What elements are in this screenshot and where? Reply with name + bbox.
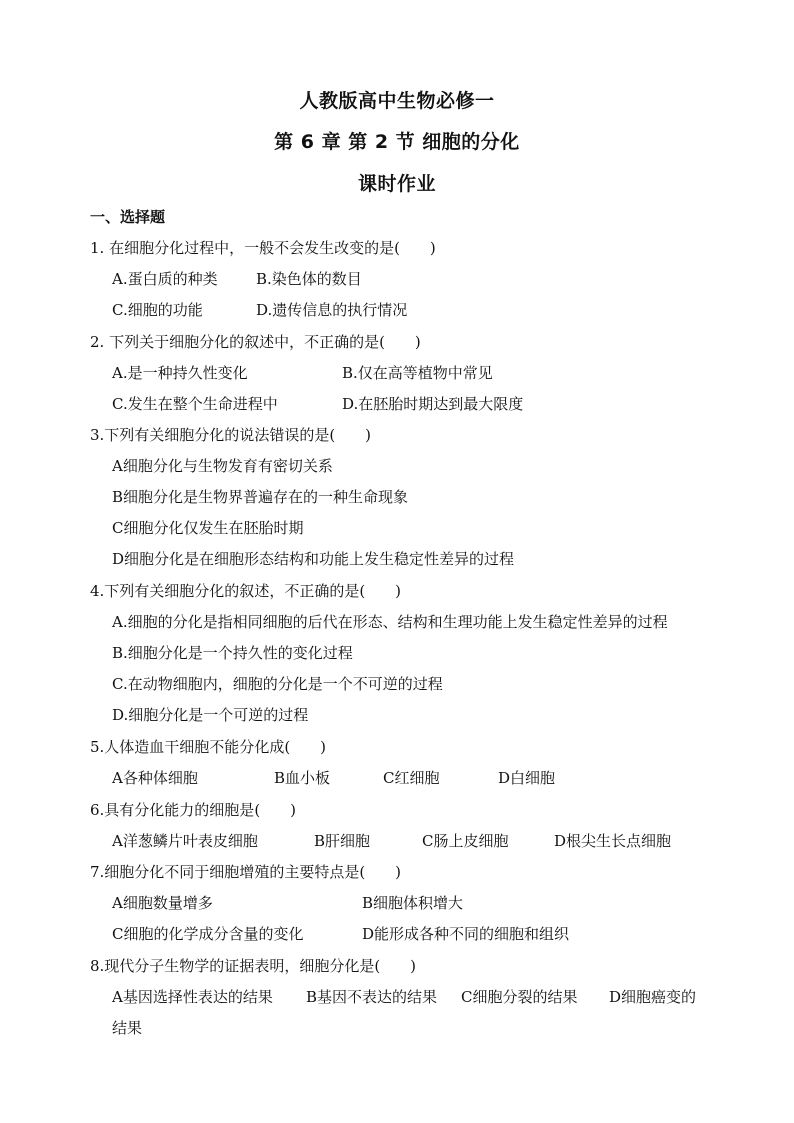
document-title: 人教版高中生物必修一 xyxy=(299,90,495,112)
question-5-option-b: B血小板 xyxy=(274,769,331,787)
question-8-option-a: A基因选择性表达的结果 xyxy=(112,988,273,1006)
question-1-option-b: B.染色体的数目 xyxy=(256,270,362,288)
question-6-option-c: C肠上皮细胞 xyxy=(422,832,509,850)
chapter-title: 第 6 章 第 2 节 细胞的分化 xyxy=(274,131,520,153)
question-8-option-c: C细胞分裂的结果 xyxy=(461,988,578,1006)
question-1-stem: 1. 在细胞分化过程中，一般不会发生改变的是( ) xyxy=(90,239,436,257)
question-3-option-b: B细胞分化是生物界普遍存在的一种生命现象 xyxy=(112,488,409,506)
question-4-option-a: A.细胞的分化是指相同细胞的后代在形态、结构和生理功能上发生稳定性差异的过程 xyxy=(112,613,668,631)
question-6-option-b: B肝细胞 xyxy=(314,832,371,850)
question-2-option-a: A.是一种持久性变化 xyxy=(112,364,248,382)
assignment-title: 课时作业 xyxy=(357,173,436,195)
question-5-stem: 5.人体造血干细胞不能分化成( ) xyxy=(90,738,327,756)
question-3-option-a: A细胞分化与生物发育有密切关系 xyxy=(112,457,333,475)
question-7-option-c: C细胞的化学成分含量的变化 xyxy=(112,925,304,943)
question-7-option-d: D能形成各种不同的细胞和组织 xyxy=(362,925,570,943)
question-4-option-d: D.细胞分化是一个可逆的过程 xyxy=(112,706,309,724)
question-8-stem: 8.现代分子生物学的证据表明，细胞分化是( ) xyxy=(90,957,417,975)
question-1-option-a: A.蛋白质的种类 xyxy=(112,270,218,288)
question-3-stem: 3.下列有关细胞分化的说法错误的是( ) xyxy=(90,426,372,444)
section-heading: 一、选择题 xyxy=(90,208,166,226)
question-6-option-a: A洋葱鳞片叶表皮细胞 xyxy=(112,832,258,850)
question-1-option-d: D.遗传信息的执行情况 xyxy=(256,301,408,319)
question-2-option-d: D.在胚胎时期达到最大限度 xyxy=(342,395,524,413)
question-7-option-a: A细胞数量增多 xyxy=(112,894,213,912)
question-7-option-b: B细胞体积增大 xyxy=(362,894,464,912)
question-8-option-b: B基因不表达的结果 xyxy=(306,988,438,1006)
question-2-option-c: C.发生在整个生命进程中 xyxy=(112,395,278,413)
question-6-stem: 6.具有分化能力的细胞是( ) xyxy=(90,801,297,819)
question-4-stem: 4.下列有关细胞分化的叙述，不正确的是( ) xyxy=(90,582,402,600)
question-5-option-a: A各种体细胞 xyxy=(112,769,198,787)
question-3-option-c: C细胞分化仅发生在胚胎时期 xyxy=(112,519,304,537)
question-2-stem: 2. 下列关于细胞分化的叙述中，不正确的是( ) xyxy=(90,333,421,351)
question-4-option-c: C.在动物细胞内，细胞的分化是一个不可逆的过程 xyxy=(112,675,443,693)
question-6-option-d: D根尖生长点细胞 xyxy=(554,832,672,850)
question-1-option-c: C.细胞的功能 xyxy=(112,301,203,319)
question-5-option-c: C红细胞 xyxy=(383,769,440,787)
question-4-option-b: B.细胞分化是一个持久性的变化过程 xyxy=(112,644,353,662)
question-7-stem: 7.细胞分化不同于细胞增殖的主要特点是( ) xyxy=(90,863,402,881)
question-2-option-b: B.仅在高等植物中常见 xyxy=(342,364,493,382)
question-8-option-d-continued: 结果 xyxy=(112,1019,143,1037)
question-3-option-d: D细胞分化是在细胞形态结构和功能上发生稳定性差异的过程 xyxy=(112,550,515,568)
question-5-option-d: D白细胞 xyxy=(498,769,556,787)
question-8-option-d: D细胞癌变的 xyxy=(609,988,697,1006)
